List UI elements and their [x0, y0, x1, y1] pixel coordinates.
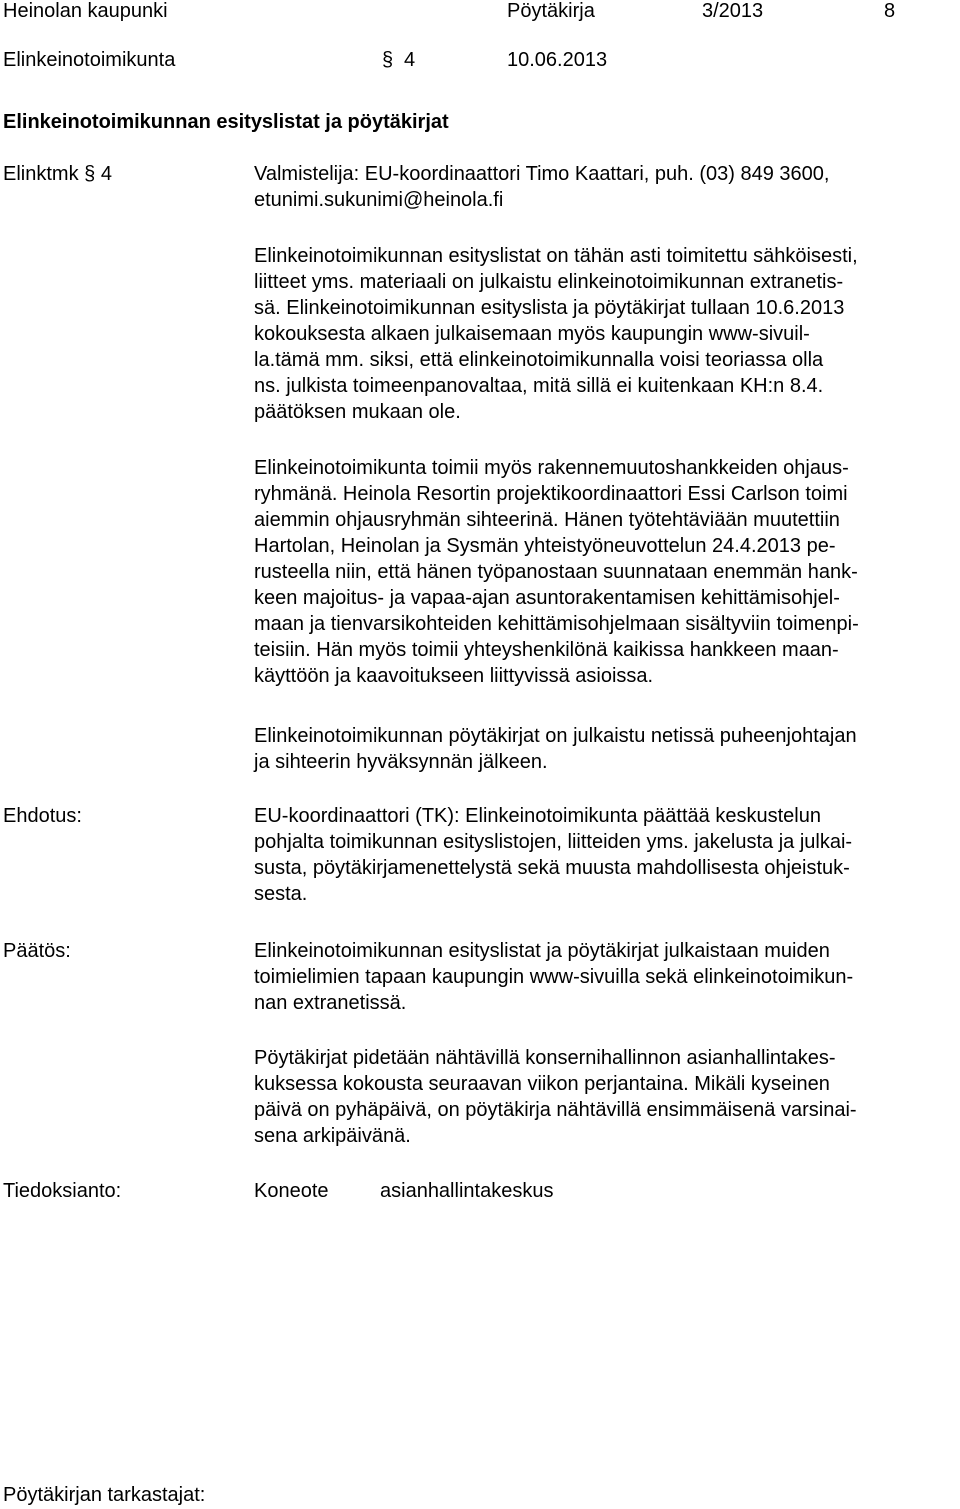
text-line: EU-koordinaattori (TK): Elinkeinotoimikunta päättää keskustelun — [254, 805, 821, 827]
item-ref-label: Elinktmk — [3, 163, 79, 185]
text-line: sä. Elinkeinotoimikunnan esityslista ja pöytäkirjat tullaan 10.6.2013 — [254, 297, 845, 319]
background-paragraph-3 — [254, 723, 954, 775]
text-line: rusteella niin, että hänen työpanostaan suunnataan enemmän hank- — [254, 561, 858, 583]
text-line: kuksessa kokousta seuraavan viikon perjantaina. Mikäli kyseinen — [254, 1073, 830, 1095]
text-line: susta, pöytäkirjamenettelystä sekä muusta mahdollisesta ohjeistuk- — [254, 857, 850, 879]
document-type: Pöytäkirja — [507, 0, 595, 22]
text-line: Pöytäkirjat pidetään nähtävillä konsernihallinnon asianhallintakes- — [254, 1047, 836, 1069]
item-ref-section-symbol: § — [84, 163, 96, 185]
text-line: keen majoitus- ja vapaa-ajan asuntorakentamisen kehittämisohjel- — [254, 587, 840, 609]
text-line: la.tämä mm. siksi, että elinkeinotoimikunnalla voisi teoriassa olla — [254, 349, 824, 371]
text-line: käyttöön ja kaavoitukseen liittyvissä asioissa. — [254, 665, 654, 687]
text-line: ryhmänä. Heinola Resortin projektikoordinaattori Essi Carlson toimi — [254, 483, 848, 505]
document-number: 3/2013 — [702, 0, 764, 22]
proposal-text — [254, 803, 954, 907]
decision-label: Päätös: — [3, 940, 71, 962]
meeting-date: 10.06.2013 — [507, 49, 608, 71]
decision-paragraph-1 — [254, 938, 954, 1016]
text-line: maan ja tienvarsikohteiden kehittämisohjelmaan sisältyviin toimenpi- — [254, 613, 859, 635]
text-line: nan extranetissä. — [254, 992, 407, 1014]
text-line: Hartolan, Heinolan ja Sysmän yhteistyöneuvottelun 24.4.2013 pe- — [254, 535, 836, 557]
preparer-info — [254, 161, 954, 213]
text-line: Valmistelija: EU-koordinaattori Timo Kaattari, puh. (03) 849 3600, — [254, 163, 830, 185]
text-line: liitteet yms. materiaali on julkaistu elinkeinotoimikunnan extranetis- — [254, 271, 844, 293]
text-line: teisiin. Hän myös toimii yhteyshenkilönä kaikissa hankkeen maan- — [254, 639, 839, 661]
minutes-inspectors-label: Pöytäkirjan tarkastajat: — [3, 1484, 206, 1506]
text-line: päivä on pyhäpäivä, on pöytäkirja nähtävillä ensimmäisenä varsinai- — [254, 1099, 857, 1121]
decision-paragraph-2 — [254, 1045, 954, 1149]
text-line: pohjalta toimikunnan esityslistojen, liitteiden yms. jakelusta ja julkai- — [254, 831, 853, 853]
text-line: sena arkipäivänä. — [254, 1125, 411, 1147]
item-ref-number: 4 — [100, 163, 112, 185]
municipality-name: Heinolan kaupunki — [3, 0, 168, 22]
background-paragraph-1 — [254, 243, 954, 425]
text-line: toimielimien tapaan kaupungin www-sivuilla sekä elinkeinotoimikun- — [254, 966, 854, 988]
notification-recipient: asianhallintakeskus — [380, 1180, 554, 1202]
text-line: Elinkeinotoimikunnan pöytäkirjat on julkaistu netissä puheenjohtajan — [254, 725, 857, 747]
text-line: Elinkeinotoimikunnan esityslistat ja pöytäkirjat julkaistaan muiden — [254, 940, 830, 962]
text-line: etunimi.sukunimi@heinola.fi — [254, 189, 504, 211]
text-line: aiemmin ohjausryhmän sihteerinä. Hänen työtehtäviään muutettiin — [254, 509, 840, 531]
text-line: kokouksesta alkaen julkaisemaan myös kaupungin www-sivuil- — [254, 323, 810, 345]
section-symbol: § — [382, 49, 394, 71]
section-number: 4 — [404, 49, 416, 71]
text-line: Elinkeinotoimikunnan esityslistat on tähän asti toimitettu sähköisesti, — [254, 245, 858, 267]
text-line: päätöksen mukaan ole. — [254, 401, 461, 423]
text-line: ns. julkista toimeenpanovaltaa, mitä sillä ei kuitenkaan KH:n 8.4. — [254, 375, 824, 397]
page-number: 8 — [884, 0, 896, 22]
notification-method: Koneote — [254, 1180, 329, 1202]
committee-name: Elinkeinotoimikunta — [3, 49, 176, 71]
text-line: sesta. — [254, 883, 308, 905]
document-title: Elinkeinotoimikunnan esityslistat ja pöytäkirjat — [3, 111, 449, 133]
item-reference — [3, 161, 112, 187]
notification-label: Tiedoksianto: — [3, 1180, 122, 1202]
text-line: ja sihteerin hyväksynnän jälkeen. — [254, 751, 548, 773]
text-line: Elinkeinotoimikunta toimii myös rakennemuutoshankkeiden ohjaus- — [254, 457, 849, 479]
proposal-label: Ehdotus: — [3, 805, 82, 827]
background-paragraph-2 — [254, 455, 954, 689]
